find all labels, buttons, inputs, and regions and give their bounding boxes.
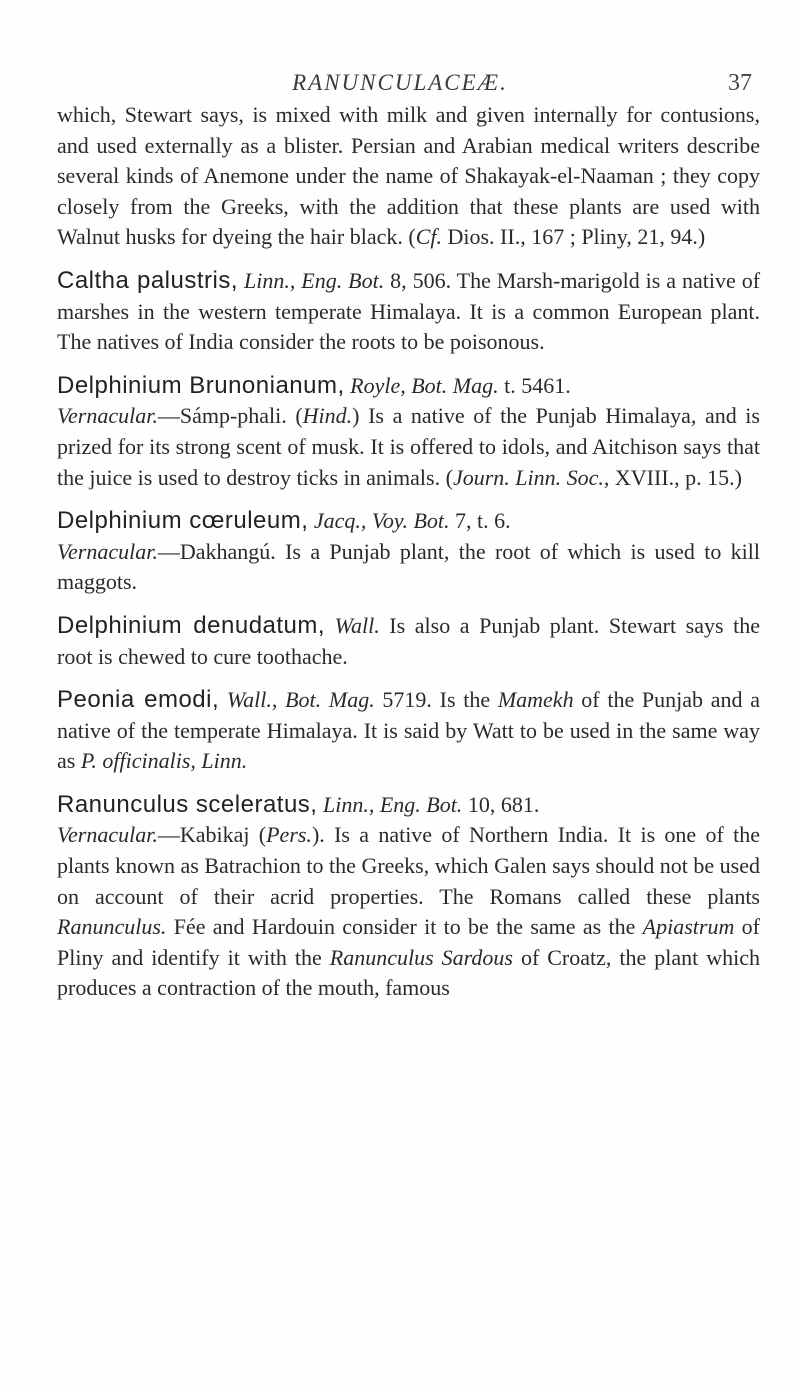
reference: Jacq., Voy. Bot.: [308, 508, 450, 534]
entry-peonia-emodi: [57, 685, 760, 777]
headword: Caltha palustris,: [57, 266, 239, 294]
vernacular-label: Vernacular.: [57, 403, 158, 429]
headword: Ranunculus sceleratus,: [57, 790, 318, 818]
reference: Linn., Eng. Bot.: [238, 267, 385, 293]
headword: Delphinium Brunonianum,: [57, 371, 345, 399]
headword: Delphinium denudatum,: [57, 611, 326, 639]
entry-delphinium-denudatum: [57, 611, 760, 672]
entry-text: of Pliny and identify it with the: [57, 914, 760, 970]
vernacular-paragraph: [57, 401, 760, 493]
reference: Wall., Bot. Mag.: [219, 687, 375, 713]
vernacular-label: Vernacular.: [57, 822, 158, 848]
intro-cf: Cf.: [415, 224, 442, 250]
headword: Peonia emodi,: [57, 686, 220, 714]
vernacular-label: Vernacular.: [57, 538, 158, 564]
species-reference: P. officinalis, Linn.: [80, 748, 248, 774]
entry-ranunculus-sceleratus: [57, 790, 760, 821]
reference-tail: 7, t. 6.: [449, 508, 511, 534]
journal-reference-tail: , XVIII., p. 15.): [603, 464, 742, 490]
vernacular-text: —Sámp-phali. (: [157, 403, 303, 429]
entry-delphinium-brunonianum: [57, 371, 760, 402]
entry-text: of Croatz, the plant which produces a contraction of the mouth, famous: [57, 944, 760, 1001]
reference: Linn., Eng. Bot.: [317, 791, 463, 817]
vernacular-language: Pers.: [266, 822, 312, 848]
reference-tail: 8, 506.: [384, 267, 452, 293]
intro-citation: Dios. II., 167 ; Pliny, 21, 94.): [442, 224, 706, 250]
entry-text: The Marsh-marigold is a native of marshes in the western temperate Himalaya. It is a common European plant. The natives of India consider the roots to be poisonous.: [57, 267, 761, 355]
entry-text: Fée and Hardouin consider it to be the same as the: [166, 914, 643, 940]
intro-paragraph: [57, 100, 760, 253]
reference-tail: t. 5461.: [498, 372, 571, 398]
entry-text: —Dakhangú. Is a Punjab plant, the root of which is used to kill maggots.: [57, 538, 760, 595]
entry-text: ) Is a native of the Punjab Himalaya, and is prized for its strong scent of musk. It is offered to idols, and Aitchison says that the juice is used to destroy ticks in animals. (: [57, 403, 760, 490]
vernacular-text: —Kabikaj (: [157, 822, 267, 848]
reference: Royle, Bot. Mag.: [344, 372, 499, 398]
vernacular-language: Hind.: [302, 403, 353, 429]
species-name: Apiastrum: [642, 914, 735, 940]
reference-tail: 10, 681.: [462, 791, 540, 817]
entry-delphinium-caeruleum: [57, 506, 760, 537]
entry-text: of the Punjab and a native of the temperate Himalaya. It is said by Watt to be used in the same way as: [57, 687, 760, 774]
headword: Delphinium cœruleum,: [57, 507, 309, 535]
genus-name: Ranunculus.: [57, 914, 167, 940]
entry-text: ). Is a native of Northern India. It is one of the plants known as Batrachion to the Greeks, which Galen says should not be used on account of their acrid properties. The Romans called these plants: [57, 822, 761, 909]
entry-text: Is also a Punjab plant. Stewart says the root is chewed to cure toothache.: [57, 612, 761, 669]
body-text: [57, 100, 760, 1004]
reference: Wall.: [325, 612, 380, 638]
running-title: RANUNCULACEÆ.: [292, 70, 508, 95]
journal-reference: Journ. Linn. Soc.: [452, 464, 604, 490]
intro-text: which, Stewart says, is mixed with milk and given internally for contusions, and used externally as a blister. Persian and Arabian medical writers describe several kinds of Anemone under the name of Shakayak-el-Naaman ; they copy closely from the Greeks, with the addition that these plants are used with Walnut husks for dyeing the hair black. (: [57, 102, 760, 250]
page-number: 37: [728, 70, 752, 96]
vernacular-paragraph: [57, 820, 760, 1004]
species-name: Ranunculus Sardous: [329, 944, 513, 970]
vernacular-name: Mamekh: [497, 687, 574, 713]
reference-tail: 5719. Is the: [374, 687, 498, 713]
vernacular-paragraph: [57, 537, 760, 598]
entry-caltha: [57, 266, 760, 358]
